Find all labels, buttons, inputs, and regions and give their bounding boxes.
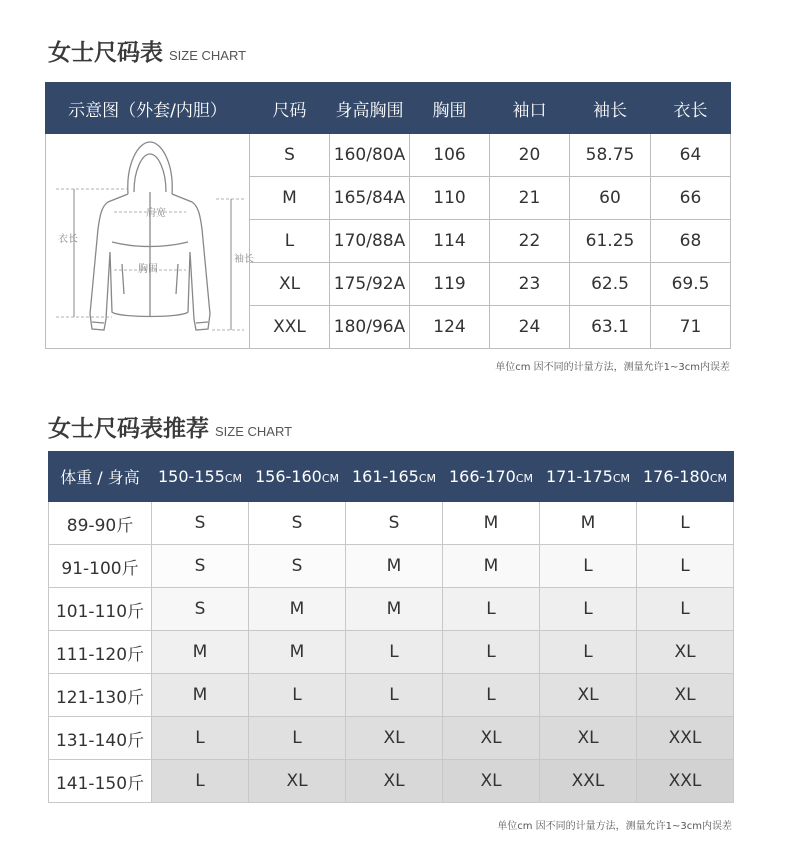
cell-sleeve-length: 61.25 [570,220,651,263]
weight-range-cell: 89-90斤 [49,502,152,545]
unit-label: CM [418,472,437,485]
recommendation-row [49,545,734,588]
recommendation-row [49,717,734,760]
recommended-size-cell: XL [346,760,443,803]
recommended-size-cell: L [443,631,540,674]
header-height-range [346,452,443,502]
recommended-size-cell: M [249,588,346,631]
cell-cuff: 23 [490,263,570,306]
recommendation-header-row [49,452,734,502]
weight-range-cell: 101-110斤 [49,588,152,631]
header-sleeve-length: 袖长 [570,83,651,134]
height-range-label: 150-155 [157,467,225,486]
weight-range-cell: 131-140斤 [49,717,152,760]
diagram-label-length: 衣长 [58,234,78,245]
recommended-size-cell: M [540,502,637,545]
cell-chest: 124 [410,306,490,349]
height-range-label: 156-160 [254,467,322,486]
recommended-size-cell: L [637,588,734,631]
recommended-size-cell: M [152,674,249,717]
measurement-note: 单位cm 因不同的计量方法，测量允许1~3cm内误差 [495,362,730,373]
size-chart-table [45,82,731,349]
diagram-label-sleeve: 袖长 [234,254,254,265]
jacket-diagram [46,134,254,349]
size-chart-header-row [46,83,731,134]
size-chart-title-text: 女士尺码表 [48,40,163,66]
recommended-size-cell: M [443,502,540,545]
cell-sleeve-length: 60 [570,177,651,220]
cell-height-bust: 170/88A [330,220,410,263]
recommendation-row [49,760,734,803]
recommended-size-cell: S [249,545,346,588]
recommended-size-cell: XL [249,760,346,803]
recommendation-row [49,631,734,674]
weight-range-cell: 141-150斤 [49,760,152,803]
header-height-range [637,452,734,502]
cell-cuff: 20 [490,134,570,177]
recommended-size-cell: L [443,674,540,717]
cell-body-length: 69.5 [651,263,731,306]
header-weight-height: 体重 / 身高 [49,452,152,502]
recommended-size-cell: XL [637,674,734,717]
header-height-range [443,452,540,502]
unit-label: CM [612,472,631,485]
weight-range-cell: 111-120斤 [49,631,152,674]
recommended-size-cell: M [249,631,346,674]
cell-size: L [250,220,330,263]
recommended-size-cell: XXL [637,717,734,760]
size-recommendation-table [48,451,734,803]
header-height-range [540,452,637,502]
recommended-size-cell: S [346,502,443,545]
cell-height-bust: 180/96A [330,306,410,349]
recommended-size-cell: XL [637,631,734,674]
header-diagram: 示意图（外套/内胆） [46,83,250,134]
header-height-range [152,452,249,502]
recommended-size-cell: XL [443,760,540,803]
cell-sleeve-length: 63.1 [570,306,651,349]
cell-size: XXL [250,306,330,349]
cell-size: XL [250,263,330,306]
size-row [46,134,731,177]
cell-sleeve-length: 62.5 [570,263,651,306]
recommended-size-cell: L [249,674,346,717]
height-range-label: 161-165 [351,467,419,486]
size-chart-subtitle: SIZE CHART [169,48,247,63]
header-chest: 胸围 [410,83,490,134]
recommended-size-cell: L [540,588,637,631]
recommended-size-cell: L [346,674,443,717]
measurement-note: 单位cm 因不同的计量方法，测量允许1~3cm内误差 [497,821,732,832]
recommended-size-cell: L [637,502,734,545]
cell-cuff: 24 [490,306,570,349]
height-range-label: 166-170 [448,467,516,486]
recommended-size-cell: M [346,545,443,588]
recommended-size-cell: S [152,502,249,545]
header-size: 尺码 [250,83,330,134]
recommended-size-cell: XL [346,717,443,760]
cell-cuff: 22 [490,220,570,263]
cell-height-bust: 160/80A [330,134,410,177]
header-cuff: 袖口 [490,83,570,134]
size-chart-title [48,34,246,67]
recommended-size-cell: L [443,588,540,631]
header-height-bust: 身高胸围 [330,83,410,134]
recommendation-title [48,410,292,443]
unit-label: CM [709,472,728,485]
cell-chest: 110 [410,177,490,220]
recommended-size-cell: XL [540,674,637,717]
recommended-size-cell: L [540,545,637,588]
recommended-size-cell: L [637,545,734,588]
height-range-label: 176-180 [642,467,710,486]
unit-label: CM [515,472,534,485]
cell-cuff: 21 [490,177,570,220]
unit-label: CM [224,472,243,485]
header-height-range [249,452,346,502]
cell-size: M [250,177,330,220]
recommended-size-cell: L [249,717,346,760]
jacket-diagram-illustration [46,134,254,343]
recommended-size-cell: XXL [637,760,734,803]
recommended-size-cell: L [540,631,637,674]
weight-range-cell: 91-100斤 [49,545,152,588]
header-body-length: 衣长 [651,83,731,134]
recommended-size-cell: S [152,588,249,631]
cell-chest: 119 [410,263,490,306]
recommended-size-cell: S [249,502,346,545]
cell-height-bust: 175/92A [330,263,410,306]
recommendation-row [49,588,734,631]
recommended-size-cell: L [152,717,249,760]
diagram-label-chest: 胸围 [138,264,158,275]
recommendation-subtitle: SIZE CHART [215,424,293,439]
cell-size: S [250,134,330,177]
recommendation-body [49,502,734,803]
cell-body-length: 68 [651,220,731,263]
recommendation-row [49,674,734,717]
recommended-size-cell: XL [443,717,540,760]
recommendation-title-text: 女士尺码表推荐 [48,416,209,442]
recommended-size-cell: S [152,545,249,588]
cell-body-length: 71 [651,306,731,349]
diagram-label-shoulder: 肩宽 [146,208,166,219]
cell-body-length: 66 [651,177,731,220]
recommended-size-cell: L [346,631,443,674]
height-range-label: 171-175 [545,467,613,486]
recommended-size-cell: M [443,545,540,588]
recommendation-row [49,502,734,545]
recommended-size-cell: M [152,631,249,674]
recommended-size-cell: XL [540,717,637,760]
unit-label: CM [321,472,340,485]
cell-chest: 106 [410,134,490,177]
recommended-size-cell: XXL [540,760,637,803]
recommended-size-cell: M [346,588,443,631]
cell-height-bust: 165/84A [330,177,410,220]
cell-chest: 114 [410,220,490,263]
recommended-size-cell: L [152,760,249,803]
cell-body-length: 64 [651,134,731,177]
weight-range-cell: 121-130斤 [49,674,152,717]
cell-sleeve-length: 58.75 [570,134,651,177]
